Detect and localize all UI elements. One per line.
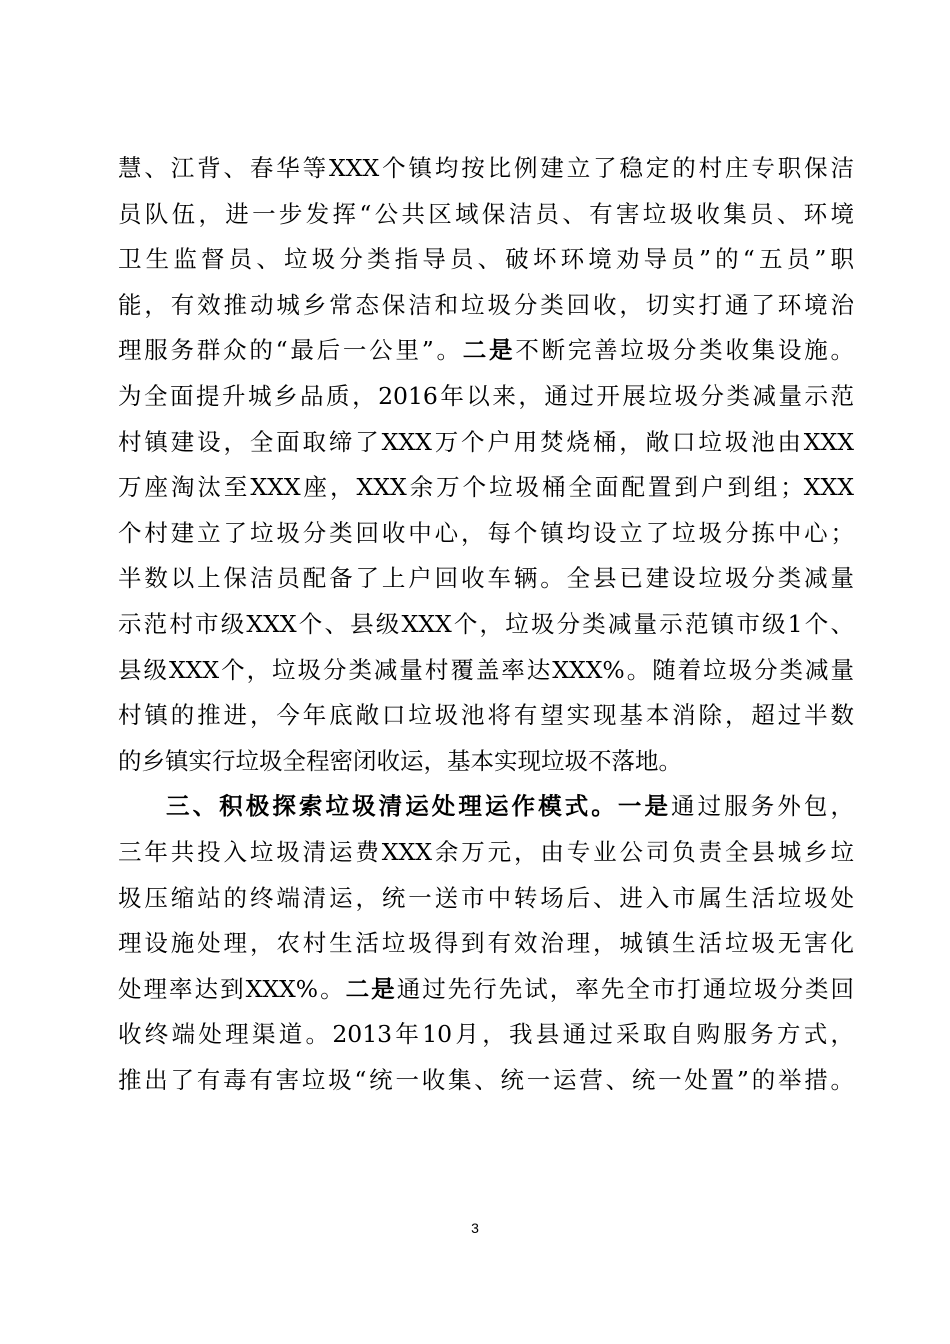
text-line <box>118 604 854 644</box>
text-line <box>118 285 854 325</box>
text-line <box>118 558 854 598</box>
text-line <box>166 786 854 826</box>
text-line <box>118 513 854 553</box>
text-run: 半数以上保洁员配备了上户回收车辆。全县已建设垃圾分类减量 <box>118 564 854 593</box>
text-run: 三年共投入垃圾清运费XXX余万元，由专业公司负责全县城乡垃 <box>118 838 854 866</box>
bold-text-run: 三、积极探索垃圾清运处理运作模式。一是 <box>166 792 672 821</box>
text-run: 示范村市级XXX个、县级XXX个，垃圾分类减量示范镇市级1个、 <box>118 610 854 638</box>
text-run: 通过先行先试，率先全市打通垃圾分类回 <box>396 974 855 1003</box>
bold-text-run: 二是 <box>345 974 397 1003</box>
text-line <box>118 376 854 416</box>
text-run: 卫生监督员、垃圾分类指导员、破坏环境劝导员”的“五员”职 <box>118 245 854 274</box>
text-line <box>118 878 854 918</box>
text-run: 处理率达到XXX%。 <box>118 974 346 1003</box>
text-line <box>118 969 854 1009</box>
text-line <box>118 467 854 507</box>
text-line <box>118 422 854 462</box>
text-line <box>118 695 854 735</box>
text-run: 慧、江背、春华等XXX个镇均按比例建立了稳定的村庄专职保洁 <box>118 154 854 182</box>
text-run: 万座淘汰至XXX座，XXX余万个垃圾桶全面配置到户到组；XXX <box>118 473 854 502</box>
text-line <box>118 330 854 370</box>
text-line <box>118 1060 854 1100</box>
text-run: 为全面提升城乡品质，2016年以来，通过开展垃圾分类减量示范 <box>118 382 854 410</box>
text-run: 收终端处理渠道。2013年10月，我县通过采取自购服务方式， <box>118 1020 854 1049</box>
text-line <box>118 239 854 279</box>
text-run: 理设施处理，农村生活垃圾得到有效治理，城镇生活垃圾无害化 <box>118 929 854 958</box>
text-run: 员队伍，进一步发挥“公共区域保洁员、有害垃圾收集员、环境 <box>118 199 854 228</box>
text-run: 圾压缩站的终端清运，统一送市中转场后、进入市属生活垃圾处 <box>118 883 854 912</box>
text-line <box>118 148 854 188</box>
text-run: 能，有效推动城乡常态保洁和垃圾分类回收，切实打通了环境治 <box>118 290 854 319</box>
text-line <box>118 923 854 963</box>
text-run: 理服务群众的“最后一公里”。 <box>118 336 463 365</box>
bold-text-run: 二是 <box>462 336 516 365</box>
text-line <box>118 650 854 690</box>
text-run: 通过服务外包， <box>671 792 855 821</box>
text-line <box>118 1014 854 1054</box>
text-run: 的乡镇实行垃圾全程密闭收运，基本实现垃圾不落地。 <box>118 746 682 775</box>
text-line <box>118 832 854 872</box>
page-number: 3 <box>471 1220 479 1236</box>
text-line <box>118 194 854 234</box>
text-run: 不断完善垃圾分类收集设施。 <box>515 336 855 365</box>
text-run: 推出了有毒有害垃圾“统一收集、统一运营、统一处置”的举措。 <box>118 1066 854 1094</box>
text-run: 个村建立了垃圾分类回收中心，每个镇均设立了垃圾分拣中心； <box>118 518 854 547</box>
text-run: 县级XXX个，垃圾分类减量村覆盖率达XXX%。随着垃圾分类减量 <box>118 655 854 684</box>
text-line <box>118 741 854 781</box>
text-run: 村镇的推进，今年底敞口垃圾池将有望实现基本消除，超过半数 <box>118 701 854 730</box>
text-run: 村镇建设，全面取缔了XXX万个户用焚烧桶，敞口垃圾池由XXX <box>118 427 854 456</box>
